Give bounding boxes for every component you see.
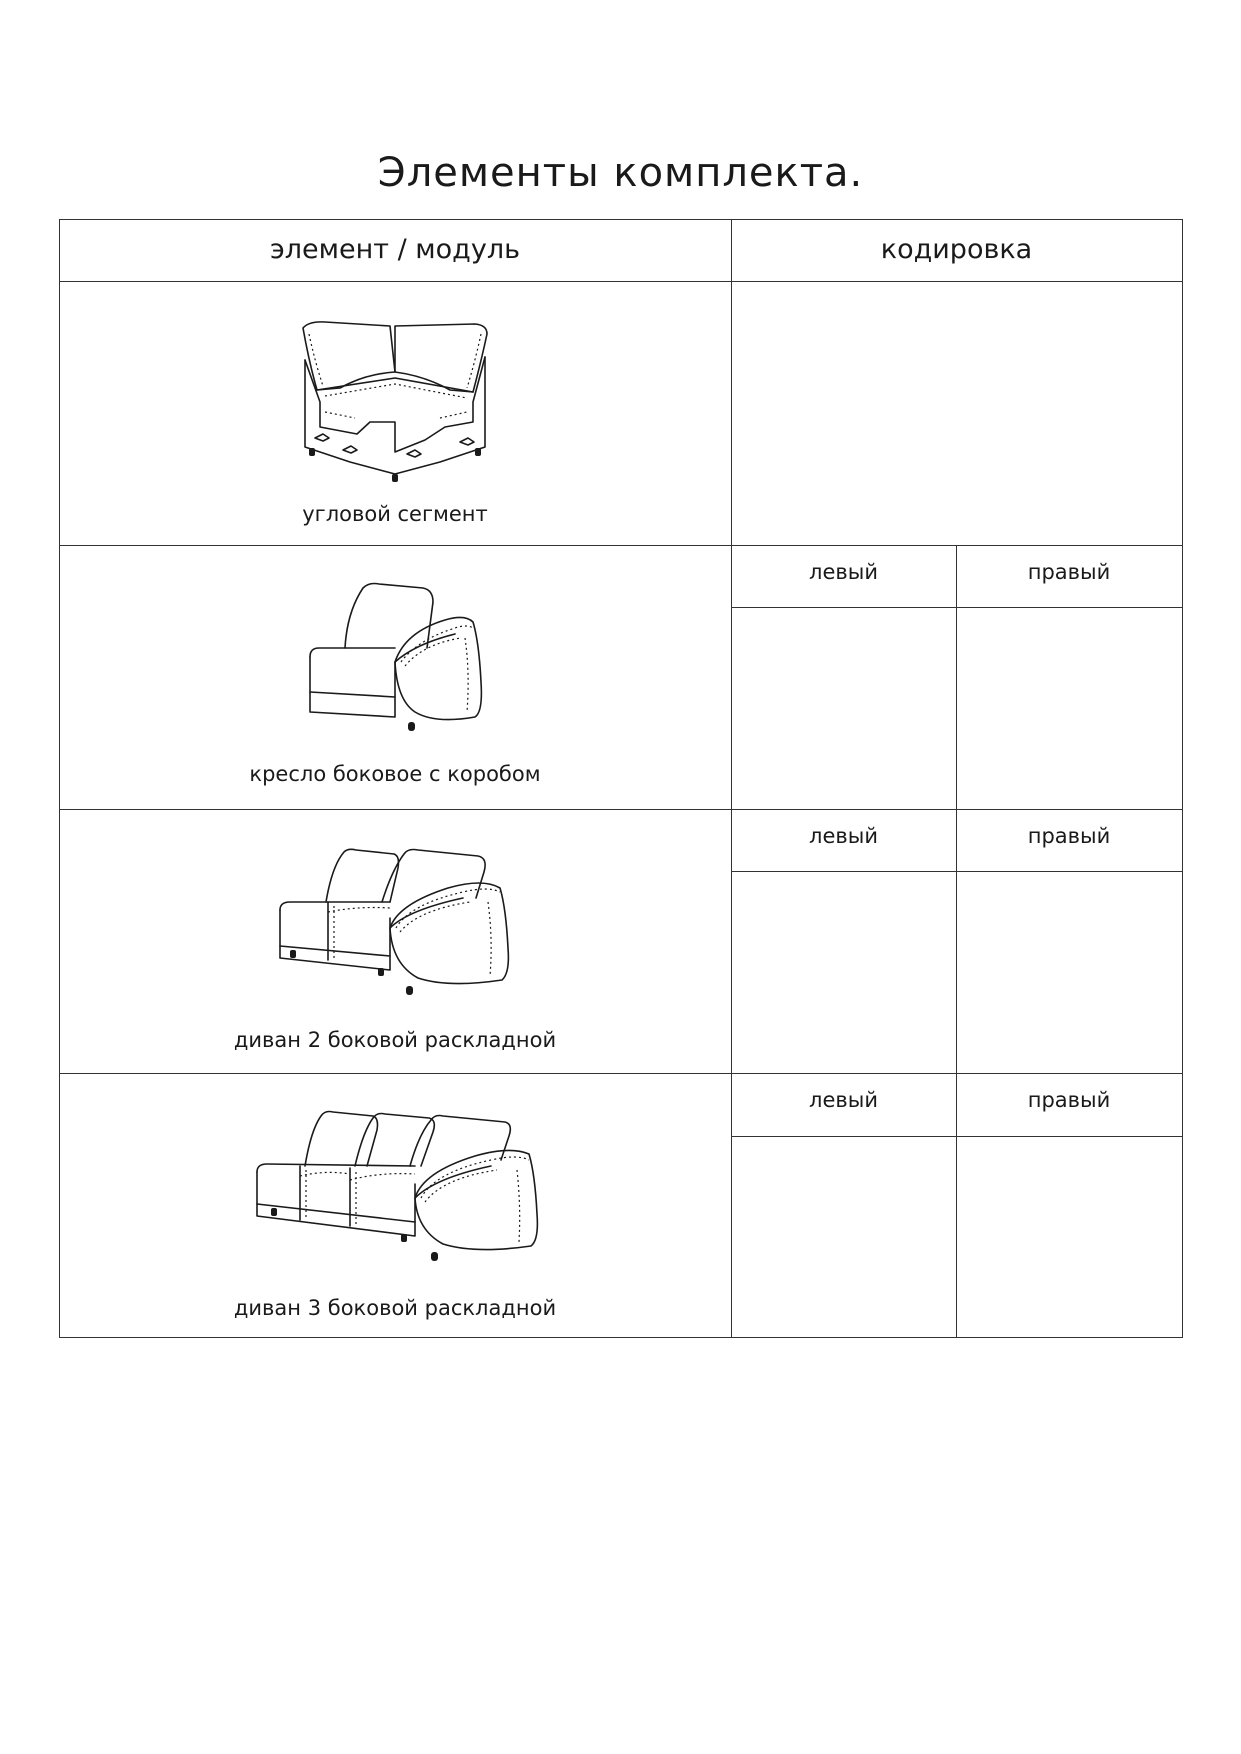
right-label: правый <box>1027 1088 1111 1112</box>
sofa-3-icon <box>255 1110 545 1268</box>
left-label: левый <box>809 824 878 848</box>
right-label: правый <box>1027 560 1111 584</box>
right-label: правый <box>1027 824 1111 848</box>
column-header-element: элемент / модуль <box>269 234 520 265</box>
row-caption: диван 2 боковой раскладной <box>233 1028 557 1052</box>
column-header-code: кодировка <box>880 234 1033 265</box>
side-armchair-icon <box>305 582 485 732</box>
row-caption: угловой сегмент <box>302 502 488 526</box>
row-caption: диван 3 боковой раскладной <box>233 1296 557 1320</box>
left-label: левый <box>809 560 878 584</box>
page-title: Элементы комплекта. <box>377 150 864 196</box>
left-label: левый <box>809 1088 878 1112</box>
row-caption: кресло боковое с коробом <box>249 762 541 786</box>
corner-segment-icon <box>295 322 495 482</box>
sofa-2-icon <box>278 848 513 998</box>
